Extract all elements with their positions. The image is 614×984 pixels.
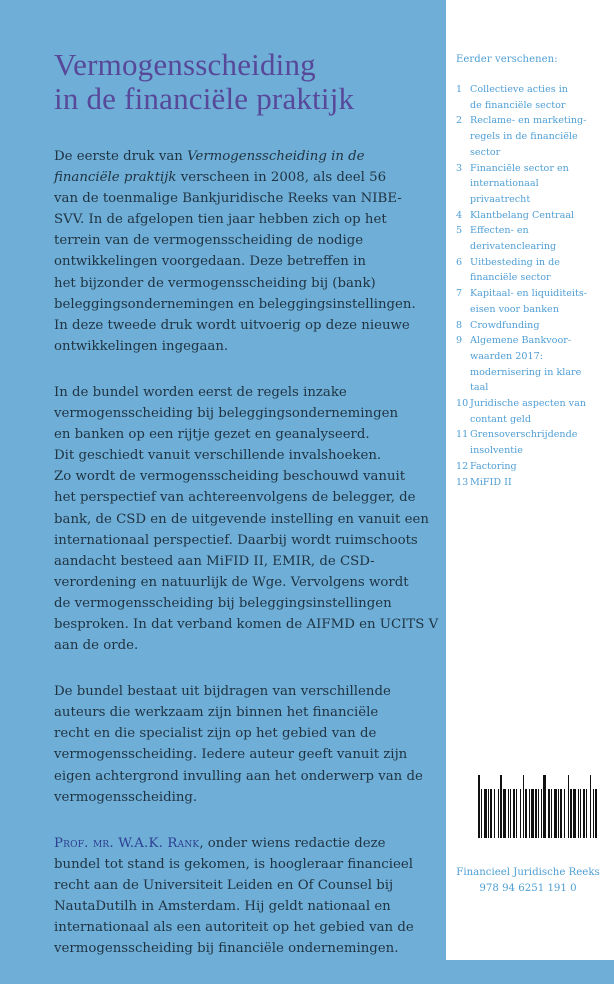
blurb bbox=[54, 146, 439, 984]
barcode-bar bbox=[578, 789, 579, 838]
series-item-title: insolventie bbox=[470, 445, 523, 457]
text-line: internationaal perspectief. Daarbij wordt ruimschoots bbox=[54, 532, 418, 548]
barcode-bar bbox=[500, 775, 502, 838]
text-line: bundel tot stand is gekomen, is hoogleraar financieel bbox=[54, 856, 413, 872]
series-item bbox=[456, 223, 610, 254]
series-item-title: Uitbesteding in de bbox=[470, 256, 560, 268]
text-line: In deze tweede druk wordt uitvoerig op deze nieuwe bbox=[54, 317, 410, 333]
series-item-title: regels in de financiële bbox=[470, 131, 578, 143]
text-line: het bijzonder de vermogensscheiding bij (bank) bbox=[54, 275, 376, 291]
series-item-number: 6 bbox=[456, 256, 463, 268]
series-item-title: Grensoverschrijdende bbox=[470, 429, 578, 441]
text-line: aan de orde. bbox=[54, 638, 139, 654]
text-line: vermogensscheiding. bbox=[54, 789, 198, 805]
series-item-title: de financiële sector bbox=[470, 99, 566, 111]
text-line: Dit geschiedt vanuit verschillende invalshoeken. bbox=[54, 448, 382, 464]
barcode-bar bbox=[564, 789, 565, 838]
series-item bbox=[456, 208, 610, 224]
series-item-title: Effecten- en bbox=[470, 225, 529, 237]
series-list bbox=[456, 82, 610, 490]
series-item-title: privaatrecht bbox=[470, 193, 531, 205]
series-item-number: 3 bbox=[456, 162, 463, 174]
series-heading: Eerder verschenen: bbox=[456, 54, 558, 65]
series-item bbox=[456, 459, 610, 475]
italic-book-title: Vermogensscheiding in de bbox=[187, 149, 365, 164]
barcode-bar bbox=[490, 789, 492, 838]
barcode-bar bbox=[513, 789, 515, 838]
text-line: auteurs die werkzaam zijn binnen het financiële bbox=[54, 705, 379, 721]
barcode-graphic bbox=[475, 775, 601, 838]
series-item bbox=[456, 113, 610, 160]
text-line: NautaDutilh in Amsterdam. Hij geldt nationaal en bbox=[54, 899, 391, 914]
barcode-bar bbox=[484, 789, 487, 838]
text-line: SVV. In de afgelopen tien jaar hebben zich op het bbox=[54, 212, 387, 228]
series-item-title: Crowdfunding bbox=[470, 319, 540, 331]
isbn: 978 94 6251 191 0 bbox=[479, 883, 577, 894]
barcode-bar bbox=[478, 775, 480, 838]
barcode-bar bbox=[538, 789, 539, 838]
series-item-title: waarden 2017: bbox=[470, 350, 543, 362]
series-name: Financieel Juridische Reeks bbox=[456, 867, 600, 878]
text-line: de vermogensscheiding bij beleggingsinstellingen bbox=[54, 595, 392, 611]
barcode-bar bbox=[551, 789, 552, 838]
series-item bbox=[456, 333, 610, 396]
series-item-title: Kapitaal- en liquiditeits- bbox=[470, 288, 588, 300]
paragraph-authors bbox=[54, 681, 426, 808]
barcode-bar bbox=[529, 789, 530, 838]
series-item bbox=[456, 475, 610, 491]
barcode-bar bbox=[535, 789, 537, 838]
book-title bbox=[54, 48, 414, 116]
series-item-title: modernisering in klare bbox=[470, 366, 582, 378]
barcode-bar bbox=[590, 775, 591, 838]
text-line: ontwikkelingen voorgedaan. Deze betreffen in bbox=[54, 254, 366, 270]
barcode-bar bbox=[510, 789, 511, 838]
barcode-bar bbox=[541, 789, 542, 838]
text-line: verordening en natuurlijk de Wge. Vervolgens wordt bbox=[54, 574, 409, 590]
series-item bbox=[456, 286, 610, 317]
series-item-title: derivatenclearing bbox=[470, 241, 557, 253]
text-span: verscheen in 2008, als deel 56 bbox=[176, 170, 387, 186]
text-line: het perspectief van achtereenvolgens de belegger, de bbox=[54, 490, 416, 506]
series-item-title: Factoring bbox=[470, 460, 517, 472]
text-line: vermogensscheiding bij financiële ondernemingen. bbox=[54, 941, 399, 957]
series-item-title: taal bbox=[470, 382, 489, 394]
text-line: bank, de CSD en de uitgevende instelling en vanuit een bbox=[54, 511, 429, 527]
text-line: terrein van de vermogensscheiding de nodige bbox=[54, 233, 364, 249]
series-item-number: 4 bbox=[456, 209, 463, 221]
series-item bbox=[456, 82, 610, 113]
series-item-title: Reclame- en marketing- bbox=[470, 115, 587, 127]
barcode-bar bbox=[560, 789, 562, 838]
barcode-bar bbox=[481, 789, 482, 838]
series-item-number: 9 bbox=[456, 335, 463, 347]
series-item-title: Juridische aspecten van bbox=[470, 398, 587, 410]
text-line: vermogensscheiding bij beleggingsondernemingen bbox=[54, 406, 399, 422]
editor-name: Prof. mr. W.A.K. Rank bbox=[54, 835, 200, 851]
series-item bbox=[456, 318, 610, 334]
barcode-bar bbox=[583, 789, 585, 838]
text-span: , onder wiens redactie deze bbox=[199, 835, 386, 851]
barcode-bar bbox=[543, 775, 546, 838]
barcode-bar bbox=[548, 789, 550, 838]
barcode-bar bbox=[516, 789, 517, 838]
series-item bbox=[456, 161, 610, 208]
series-item bbox=[456, 396, 610, 427]
paragraph-content bbox=[54, 382, 439, 656]
barcode-bar bbox=[523, 775, 524, 838]
series-item-title: internationaal bbox=[470, 178, 539, 190]
series-item-title: MiFID II bbox=[470, 476, 512, 488]
text-line: ontwikkelingen ingegaan. bbox=[54, 338, 229, 354]
series-item-number: 8 bbox=[456, 319, 463, 331]
barcode-bar bbox=[570, 789, 572, 838]
text-line: vermogensscheiding. Iedere auteur geeft vanuit zijn bbox=[54, 747, 408, 763]
barcode-bar bbox=[508, 789, 509, 838]
series-item-number: 12 bbox=[456, 460, 469, 472]
text-line: aandacht besteed aan MiFID II, EMIR, de CSD- bbox=[54, 553, 375, 569]
barcode-bar bbox=[525, 789, 527, 838]
paragraph-editor bbox=[54, 833, 426, 960]
barcode-bar bbox=[568, 775, 569, 838]
series-item-number: 2 bbox=[456, 115, 463, 127]
barcode-bar bbox=[586, 789, 587, 838]
title-line-1: Vermogensscheiding bbox=[54, 47, 316, 82]
barcode-bar bbox=[593, 789, 594, 838]
series-item-title: Klantbelang Centraal bbox=[470, 209, 575, 221]
series-item bbox=[456, 255, 610, 286]
barcode-bar bbox=[498, 789, 499, 838]
text-line: van de toenmalige Bankjuridische Reeks van NIBE- bbox=[54, 191, 402, 207]
text-line: en banken op een rijtje gezet en geanalyseerd. bbox=[54, 427, 370, 443]
text-line: recht en die specialist zijn op het gebied van de bbox=[54, 726, 377, 742]
text-line: In de bundel worden eerst de regels inzake bbox=[54, 384, 347, 400]
series-item-number: 5 bbox=[456, 225, 463, 237]
text-line: eigen achtergrond invulling aan het onderwerp van de bbox=[54, 768, 423, 784]
text-span: De eerste druk van bbox=[54, 149, 188, 164]
series-item-title: financiële sector bbox=[470, 272, 551, 284]
barcode-bar bbox=[573, 789, 576, 838]
barcode-bar bbox=[531, 789, 534, 838]
barcode-bar bbox=[488, 789, 489, 838]
text-line: beleggingsondernemingen en beleggingsinstellingen. bbox=[54, 296, 416, 312]
series-item-title: Collectieve acties in bbox=[470, 84, 568, 95]
series-item-number: 13 bbox=[456, 476, 469, 488]
barcode-bar bbox=[494, 789, 495, 838]
barcode bbox=[475, 775, 601, 838]
barcode-bar bbox=[595, 789, 597, 838]
series-item-title: sector bbox=[470, 146, 501, 158]
text-line: Zo wordt de vermogensscheiding beschouwd vanuit bbox=[54, 469, 406, 485]
paragraph-intro bbox=[54, 146, 426, 357]
series-item-number: 10 bbox=[456, 398, 469, 410]
series-item-title: Algemene Bankvoor- bbox=[470, 335, 572, 347]
series-item-number: 1 bbox=[456, 84, 463, 95]
series-item-title: eisen voor banken bbox=[470, 303, 559, 315]
text-line: De bundel bestaat uit bijdragen van verschillende bbox=[54, 684, 391, 700]
barcode-bar bbox=[580, 789, 581, 838]
barcode-bar bbox=[503, 789, 506, 838]
series-item-number: 7 bbox=[456, 288, 463, 300]
series-item-number: 11 bbox=[456, 429, 469, 441]
title-line-2: in de financiële praktijk bbox=[54, 81, 355, 116]
text-line: internationaal als een autoriteit op het gebied van de bbox=[54, 920, 414, 936]
text-line: besproken. In dat verband komen de AIFMD en UCITS V bbox=[54, 616, 439, 632]
barcode-bar bbox=[558, 789, 559, 838]
series-item-title: contant geld bbox=[470, 413, 532, 425]
barcode-bar bbox=[520, 789, 521, 838]
italic-book-title: financiële praktijk bbox=[54, 170, 177, 186]
barcode-bar bbox=[554, 789, 557, 838]
text-line: recht aan de Universiteit Leiden en Of Counsel bij bbox=[54, 877, 394, 893]
series-item-title: Financiële sector en bbox=[470, 162, 569, 174]
series-item bbox=[456, 427, 610, 458]
